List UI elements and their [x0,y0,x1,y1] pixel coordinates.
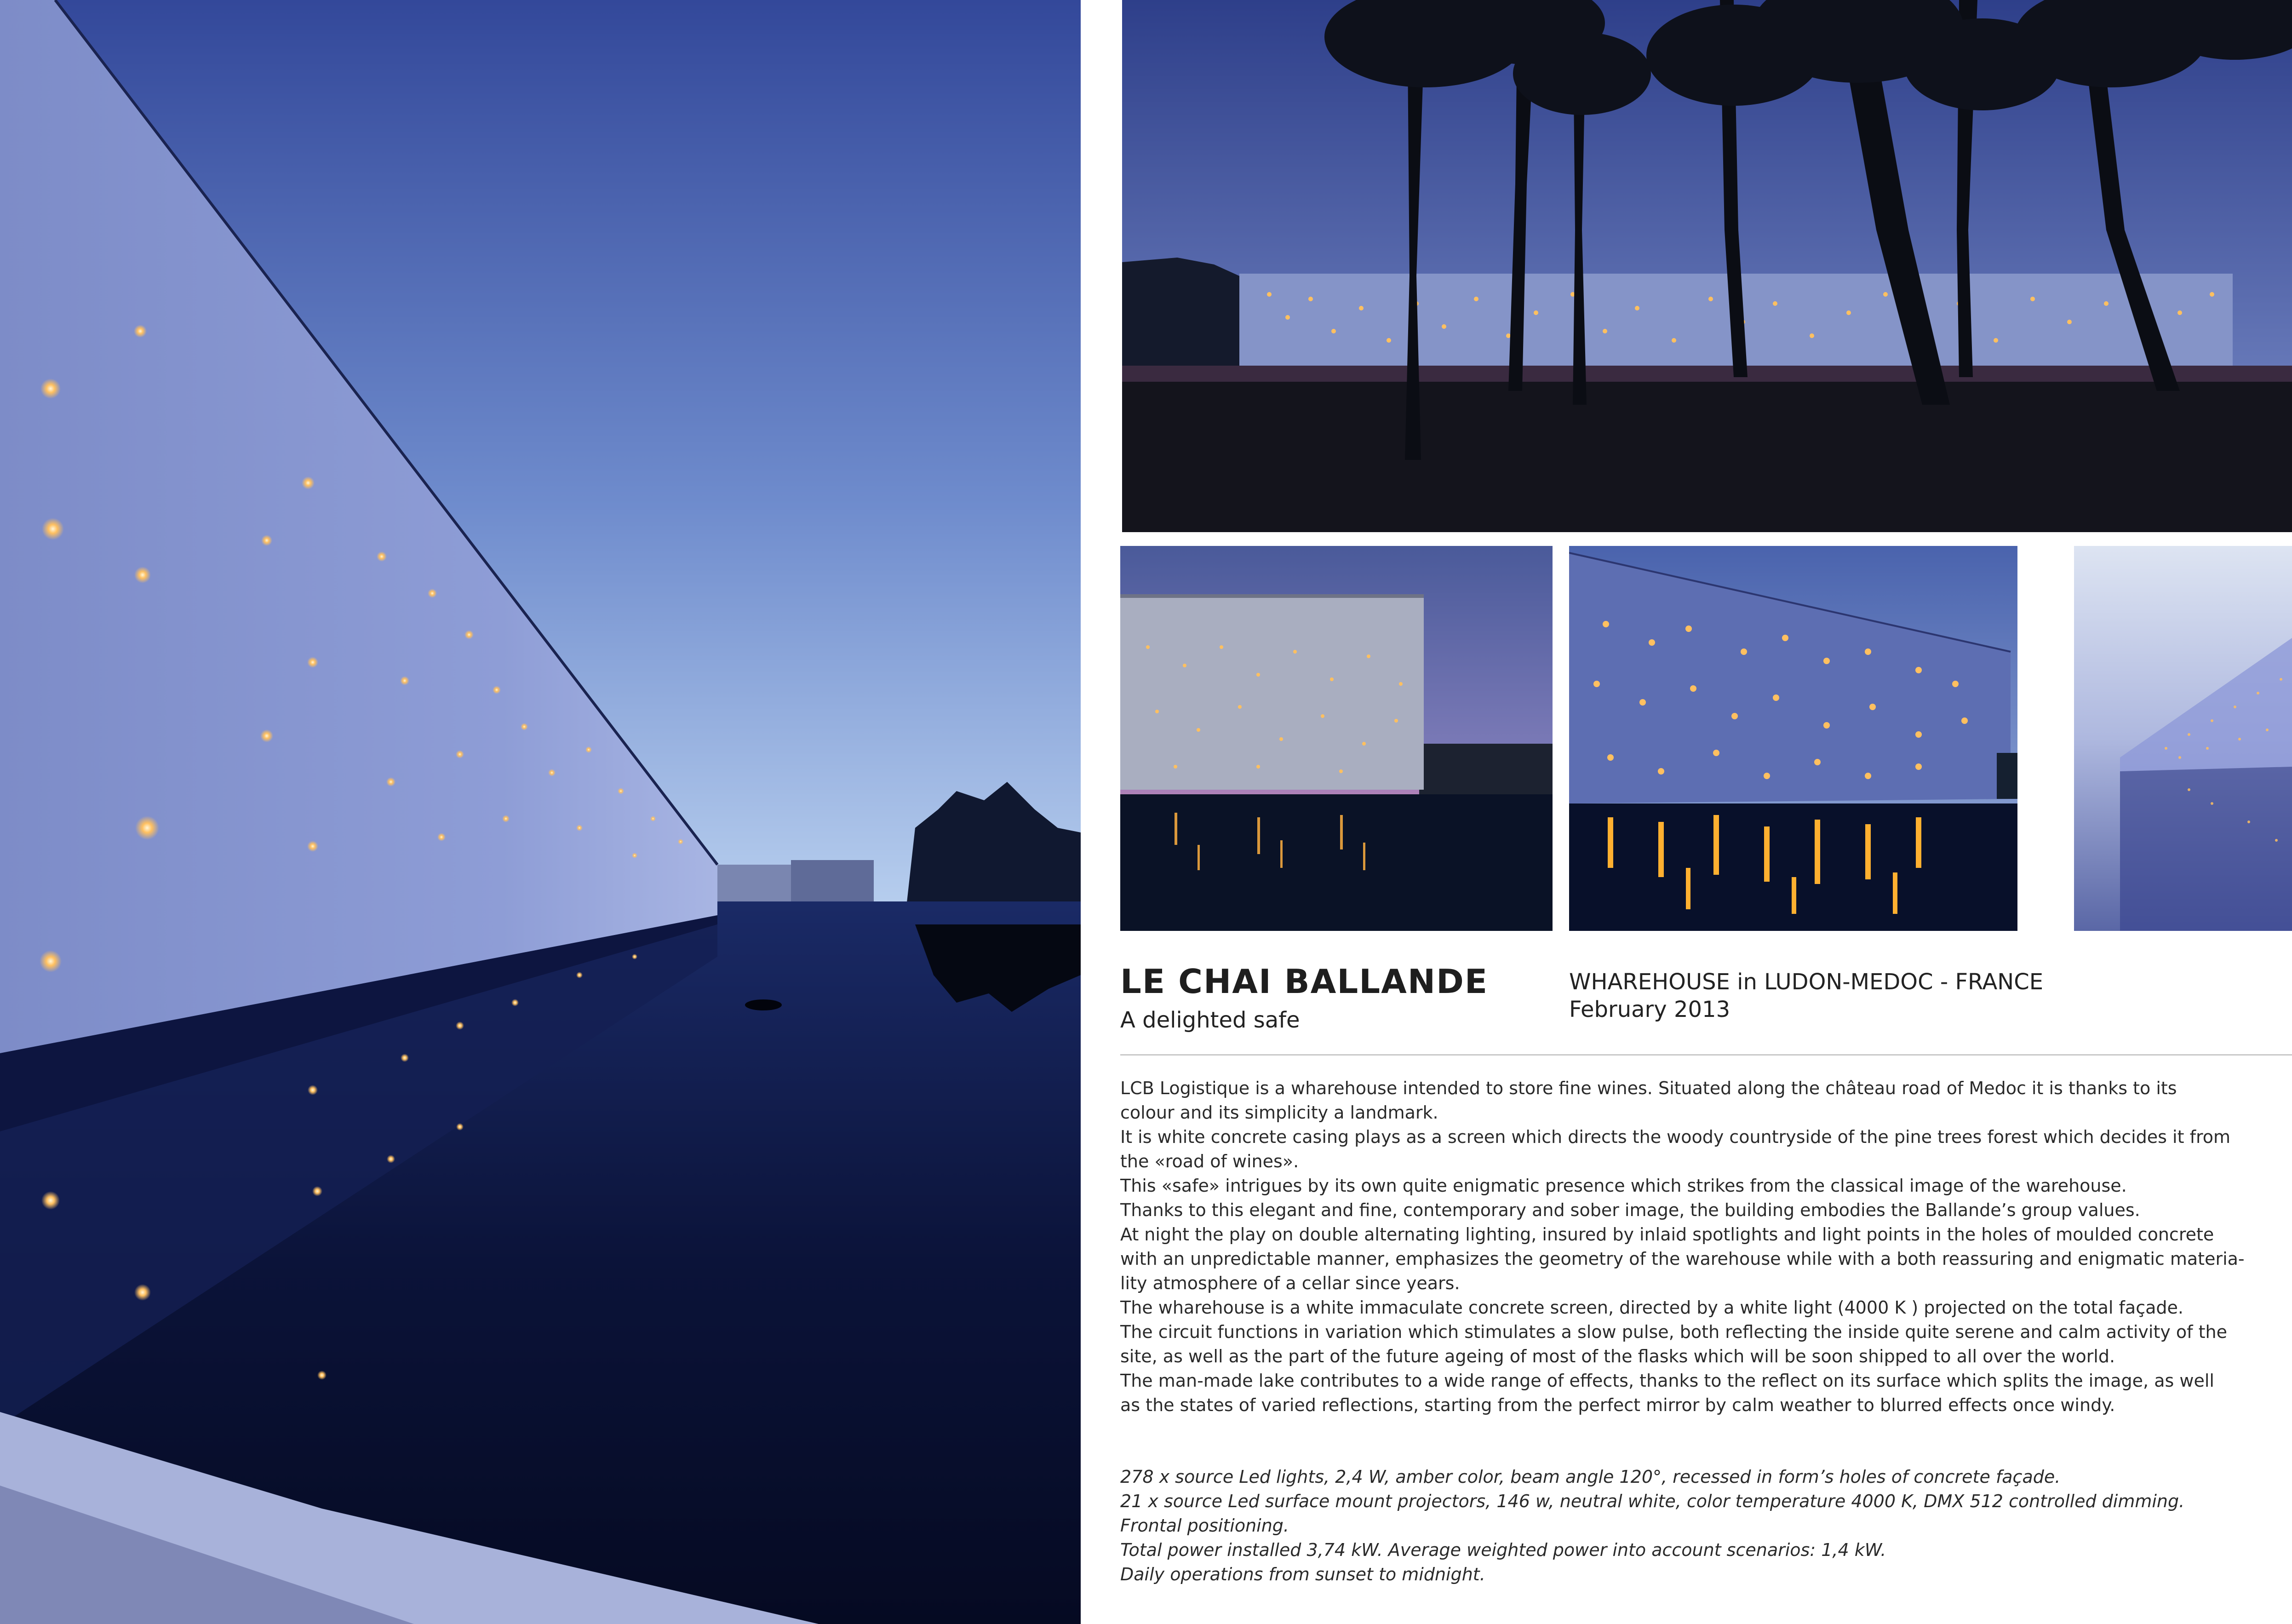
description-line: The wharehouse is a white immaculate concrete screen, directed by a white light (4000 K ) projected on the total façade. [1120,1297,2183,1318]
technical-specs [1120,1465,2270,1587]
photo-facade-sunset [1120,546,1553,931]
spec-line: 278 x source Led lights, 2,4 W, amber color, beam angle 120°, recessed in form’s holes of concrete façade. [1120,1467,2061,1487]
project-description [1120,1076,2270,1417]
project-subtitle: A delighted safe [1120,1007,1300,1033]
spec-line: Daily operations from sunset to midnight. [1120,1564,1485,1584]
project-date: February 2013 [1569,997,1730,1022]
description-line: the «road of wines». [1120,1151,1299,1171]
section-divider [1120,1054,2292,1056]
spec-line: Total power installed 3,74 kW. Average weighted power into account scenarios: 1,4 kW. [1120,1540,1886,1560]
photo-wall-in-fog [2074,546,2292,931]
description-line: At night the play on double alternating lighting, insured by inlaid spotlights and light points in the holes of moulded concrete [1120,1224,2214,1245]
photo-facade-closeup [1569,546,2017,931]
description-line: The man-made lake contributes to a wide range of effects, thanks to the reflect on its surface which splits the image, as well [1120,1371,2214,1391]
project-title: LE CHAI BALLANDE [1120,962,1489,1001]
description-line: It is white concrete casing plays as a screen which directs the woody countryside of the pine trees forest which decides it from [1120,1127,2231,1147]
description-line: with an unpredictable manner, emphasizes the geometry of the warehouse while with a both reassuring and enigmatic materia- [1120,1249,2245,1269]
description-line: colour and its simplicity a landmark. [1120,1102,1438,1123]
description-line: site, as well as the part of the future ageing of most of the flasks which will be soon shipped to all over the world. [1120,1346,2115,1366]
description-line: Thanks to this elegant and fine, contemporary and sober image, the building embodies the Ballande’s group values. [1120,1200,2140,1220]
spec-line: Frontal positioning. [1120,1515,1289,1536]
description-line: lity atmosphere of a cellar since years. [1120,1273,1460,1293]
spec-line: 21 x source Led surface mount projectors, 146 w, neutral white, color temperature 4000 K, DMX 512 controlled dimming. [1120,1491,2185,1511]
description-line: LCB Logistique is a wharehouse intended to store fine wines. Situated along the château road of Medoc it is thanks to its [1120,1078,2177,1098]
hero-photo-wall-reflection [0,0,1081,1624]
description-line: as the states of varied reflections, starting from the perfect mirror by calm weather to blurred effects once windy. [1120,1395,2115,1415]
description-line: The circuit functions in variation which stimulates a slow pulse, both reflecting the inside quite serene and calm activity of the [1120,1322,2227,1342]
project-location-block [1569,968,2043,1023]
photo-night-pine-trees [1122,0,2292,532]
project-location: WHAREHOUSE in LUDON-MEDOC - FRANCE [1569,969,2044,995]
description-line: This «safe» intrigues by its own quite enigmatic presence which strikes from the classical image of the warehouse. [1120,1176,2127,1196]
